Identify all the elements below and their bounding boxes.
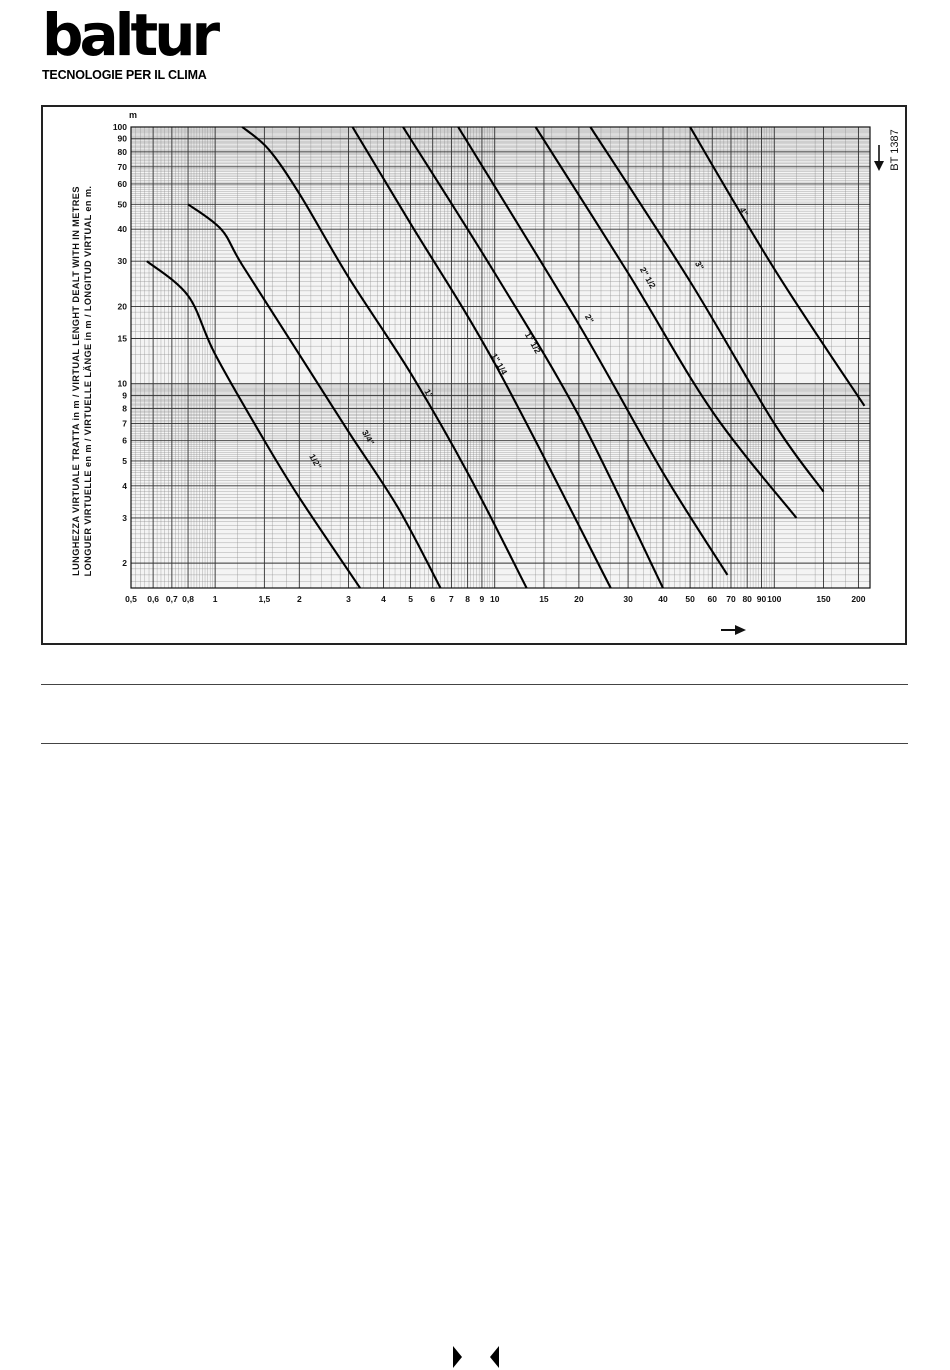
x-tick-label: 1,5 [258,594,271,604]
x-tick-label: 0,8 [182,594,194,604]
x-tick-label: 40 [658,594,668,604]
y-tick-label: 6 [122,435,127,446]
y-tick-label: 9 [122,390,127,401]
curve-label-5: 1" 1/2 [522,330,544,356]
y-tick-label: 3 [122,512,127,523]
down-arrow-icon [874,161,884,171]
next-page-icon[interactable] [453,1346,462,1368]
y-tick-label: 40 [117,224,127,235]
curve-label-7: 2" 1/2 [637,265,658,291]
x-tick-label: 200 [851,594,866,604]
divider-top [41,684,908,685]
curve-label-2: 3/4" [360,428,377,447]
x-tick-label: 150 [816,594,831,604]
prev-page-icon[interactable] [490,1346,499,1368]
x-tick-label: 20 [574,594,584,604]
y-tick-label: 8 [122,403,127,414]
x-tick-label: 60 [707,594,717,604]
pipe-length-chart [41,105,907,645]
y-tick-label: 4 [122,480,127,491]
logo-tagline: TECNOLOGIE PER IL CLIMA [42,68,207,82]
y-tick-label: 2 [122,558,127,569]
y-axis-label-line1: LUNGHEZZA VIRTUALE TRATTA in m / VIRTUAL LENGHT DEALT WITH IN METRES [71,186,81,576]
y-tick-label: 30 [117,256,127,267]
curve-label-9: 4" [737,205,751,218]
y-tick-label: 15 [117,333,127,344]
logo-wordmark: baltur [42,1,217,69]
x-tick-label: 70 [726,594,736,604]
x-tick-label: 100 [767,594,782,604]
y-tick-label: 60 [117,178,127,189]
y-tick-label: 90 [117,133,127,144]
x-tick-label: 6 [430,594,436,604]
x-tick-label: 5 [408,594,413,604]
y-tick-label: 7 [122,418,127,429]
x-tick-label: 0,7 [165,594,178,604]
x-tick-label: 9 [479,594,485,604]
x-tick-label: 15 [539,594,549,604]
chart-code: BT 1387 [889,129,901,171]
x-tick-label: 1 [212,594,218,604]
y-tick-label: 5 [122,455,127,466]
y-tick-label: 70 [117,161,127,172]
y-tick-label: 80 [117,146,127,157]
y-axis-label-line2: LONGUER VIRTUELLE en m / VIRTUELLE LÄNGE in m / LONGITUD VIRTUAL en m. [83,185,93,577]
x-tick-label: 10 [489,594,500,604]
y-tick-label: 100 [112,122,127,132]
y-tick-label: 20 [117,301,127,312]
x-tick-label: 0,5 [125,594,137,604]
divider-bottom [41,743,908,744]
x-tick-label: 7 [449,594,454,604]
curve-label-1: 1/2" [307,452,324,471]
x-tick-label: 90 [756,594,767,604]
curve-label-6: 2" [582,312,596,325]
right-arrow-icon [735,625,746,635]
x-tick-label: 4 [381,594,386,604]
brand-logo [42,1,242,86]
x-tick-label: 0,6 [147,594,160,604]
y-tick-label: 10 [117,378,127,389]
curve-label-8: 3" [692,259,707,272]
x-tick-label: 8 [465,594,470,604]
x-tick-label: 80 [742,594,752,604]
x-tick-label: 3 [346,594,351,604]
y-unit-label: m [128,110,138,120]
x-tick-label: 30 [623,594,633,604]
curve-label-4: 1" 1/4 [489,351,510,377]
curve-label-3: 1" [422,387,436,400]
x-tick-label: 2 [296,594,302,604]
y-tick-label: 50 [117,199,127,210]
x-tick-label: 50 [685,594,695,604]
